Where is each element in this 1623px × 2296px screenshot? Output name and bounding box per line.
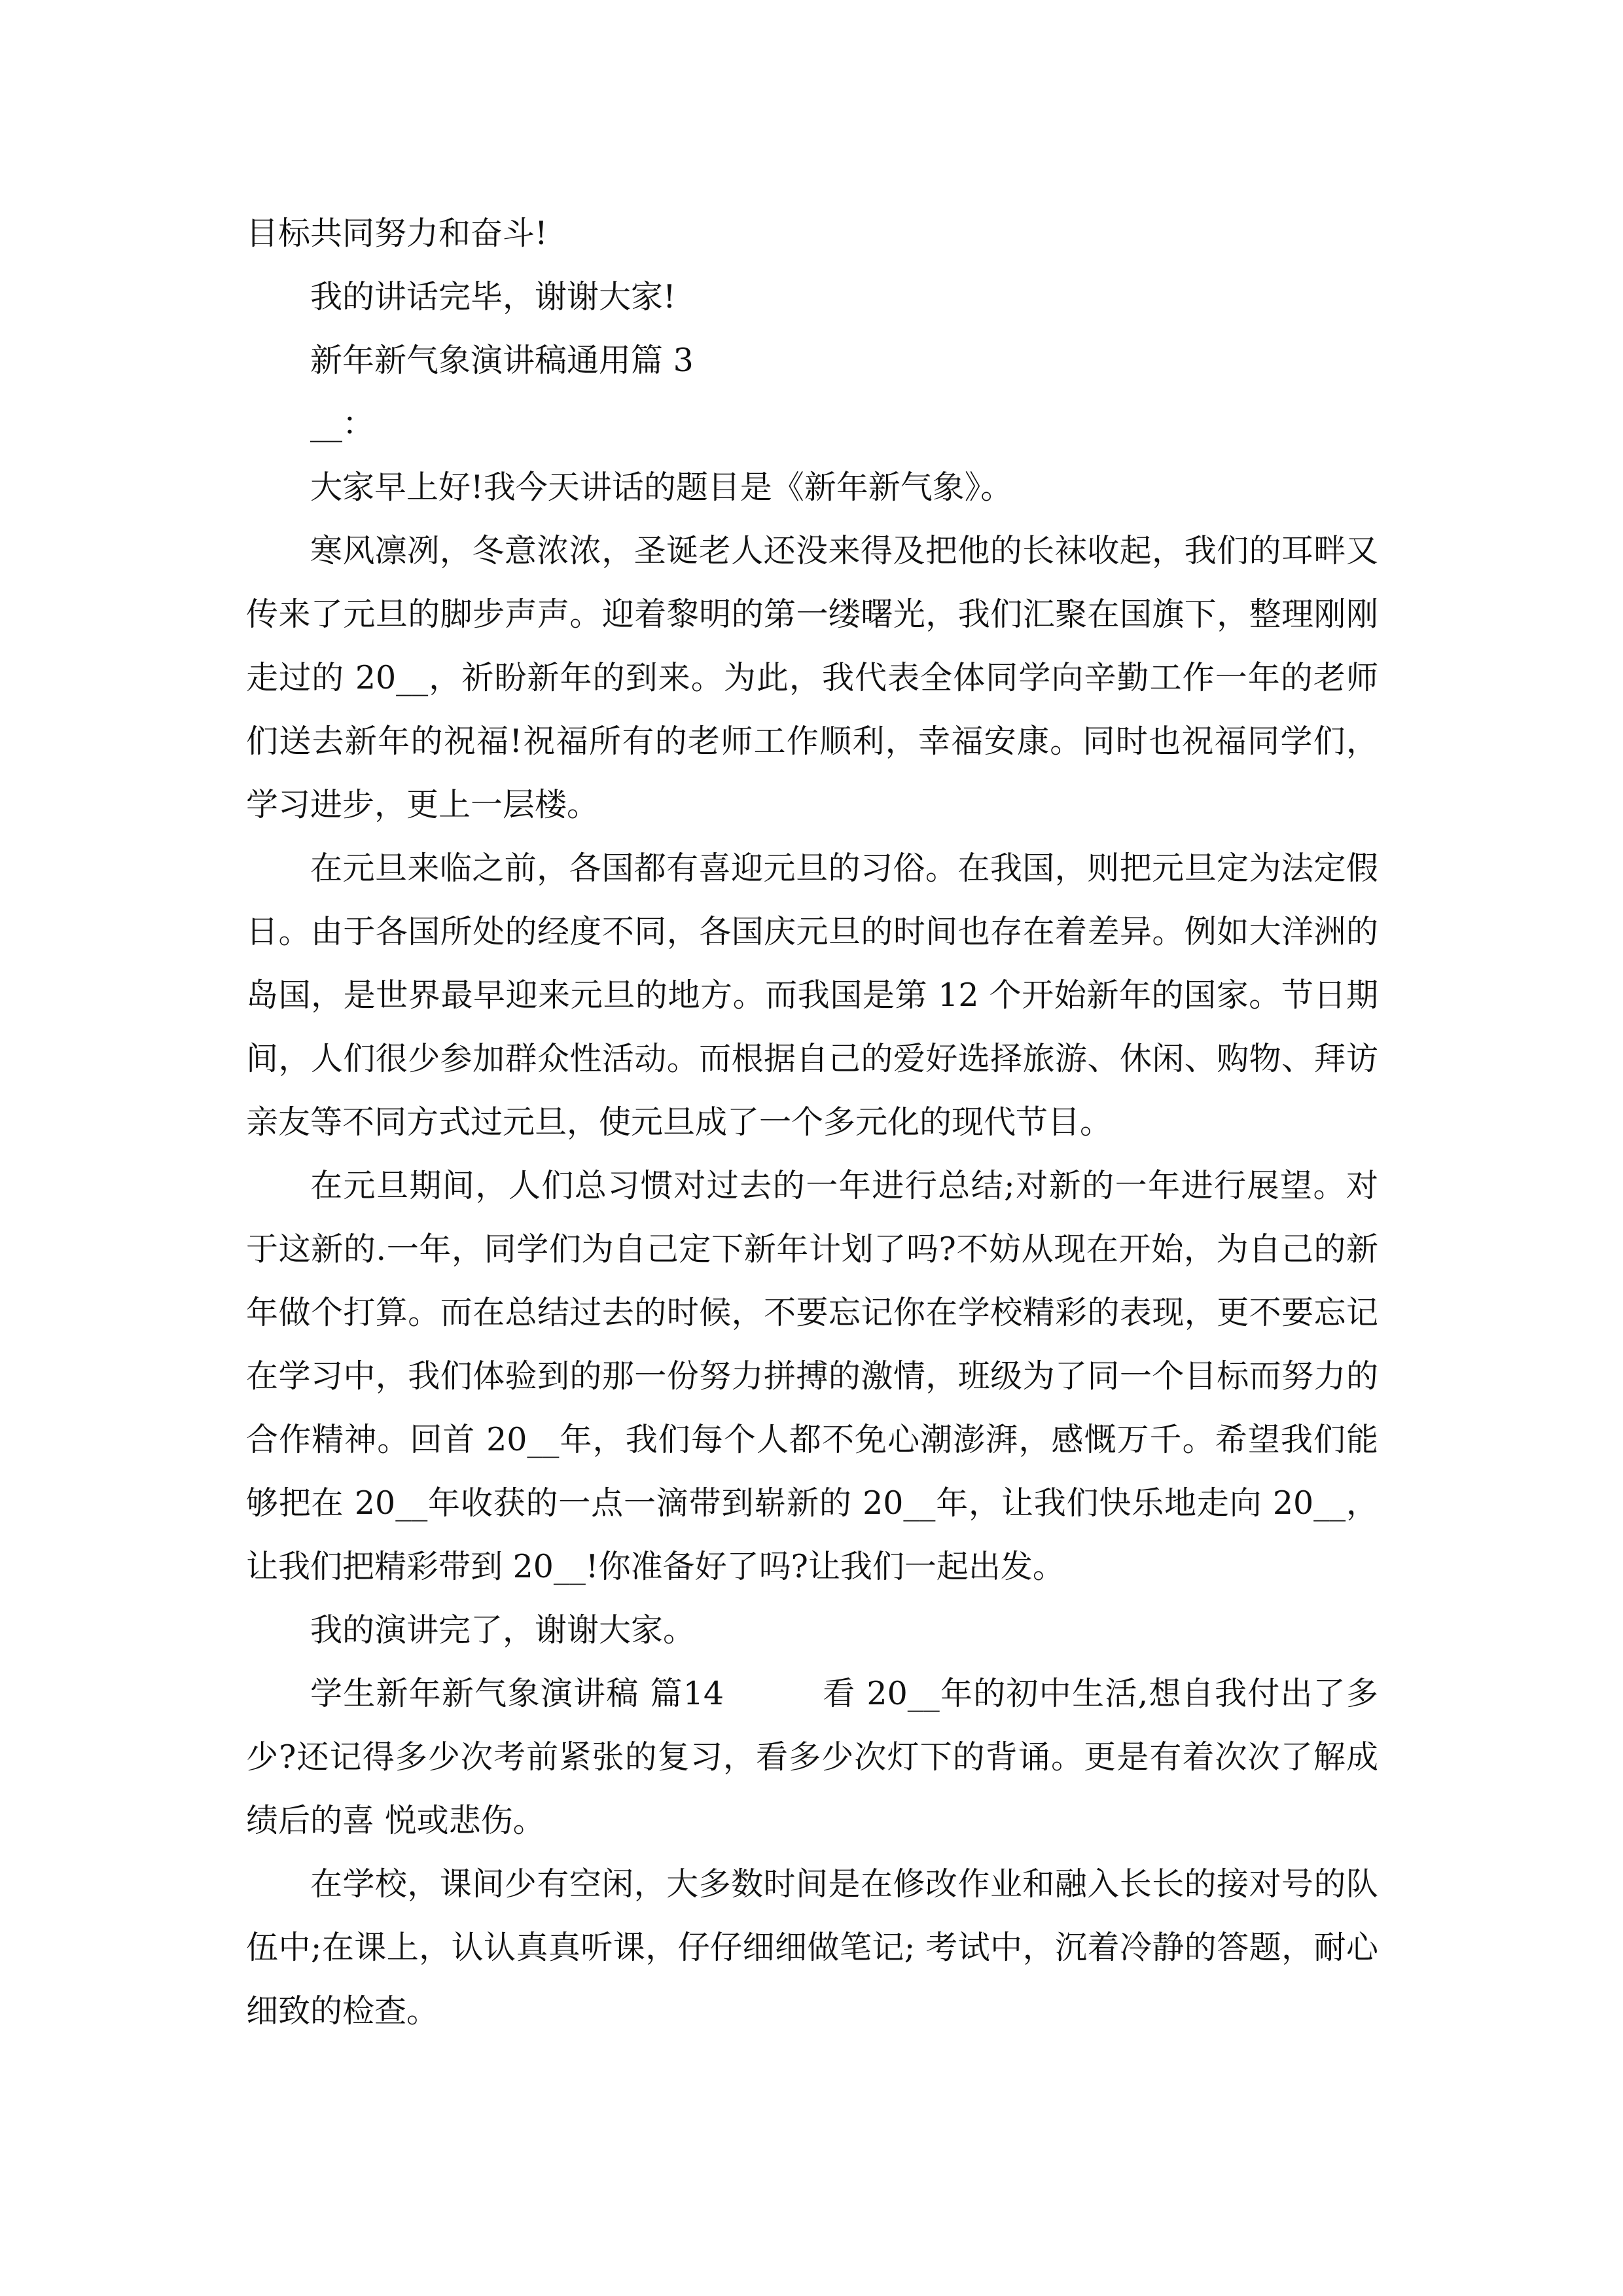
paragraph-closing-thanks: 我的讲话完毕，谢谢大家!: [310, 278, 676, 315]
section-heading-14: 学生新年新气象演讲稿 篇14: [310, 1675, 724, 1712]
paragraph-school-life: 在学校，课间少有空闲，大多数时间是在修改作业和融入长长的接对号的队伍中;在课上，认认真真听课，仔仔细细做笔记; 考试中，沉着冷静的答题，耐心细致的检查。: [246, 1865, 1378, 2030]
paragraph-customs: 在元旦来临之前，各国都有喜迎元旦的习俗。在我国，则把元旦定为法定假日。由于各国所处的经度不同，各国庆元旦的时间也存在着差异。例如大洋洲的岛国，是世界最早迎来元旦的地方。而我国是第 12 个开始新年的国家。节日期间，人们很少参加群众性活动。而根据自己的爱好选择旅游、休闲、购物、拜访亲友等不同方式过元旦，使元旦成了一个多元化的现代节目。: [246, 850, 1378, 1141]
paragraph-reflection: 在元旦期间，人们总习惯对过去的一年进行总结;对新的一年进行展望。对于这新的.一年，同学们为自己定下新年计划了吗?不妨从现在开始，为自己的新年做个打算。而在总结过去的时候，不要忘记你在学校精彩的表现，更不要忘记在学习中，我们体验到的那一份努力拼搏的激情，班级为了同一个目标而努力的合作精神。回首 20__年，我们每个人都不免心潮澎湃，感慨万千。希望我们能够把在 20__年收获的一点一滴带到崭新的 20__年，让我们快乐地走向 20__，让我们把精彩带到 20__!你准备好了吗?让我们一起出发。: [246, 1167, 1378, 1585]
paragraph-winter: 寒风凛冽，冬意浓浓，圣诞老人还没来得及把他的长袜收起，我们的耳畔又传来了元旦的脚步声声。迎着黎明的第一缕曙光，我们汇聚在国旗下，整理刚刚走过的 20__，祈盼新年的到来。为此，我代表全体同学向辛勤工作一年的老师们送去新年的祝福!祝福所有的老师工作顺利，幸福安康。同时也祝福同学们，学习进步，更上一层楼。: [246, 532, 1378, 823]
section-14-body: 看 20__年的初中生活,想自我付出了多少?还记得多少次考前紧张的复习，看多少次灯下的背诵。更是有着次次了解成绩后的喜 悦或悲伤。: [246, 1675, 1378, 1839]
paragraph-greeting: 大家早上好!我今天讲话的题目是《新年新气象》。: [310, 469, 1013, 506]
section-heading-3: 新年新气象演讲稿通用篇 3: [310, 342, 694, 379]
paragraph-ending: 我的演讲完了，谢谢大家。: [310, 1611, 696, 1649]
paragraph-section-14: [246, 1662, 1378, 1852]
document-body: [246, 202, 1378, 2043]
paragraph-continuation: 目标共同努力和奋斗!: [246, 215, 548, 252]
salutation-blank: __：: [310, 405, 375, 442]
